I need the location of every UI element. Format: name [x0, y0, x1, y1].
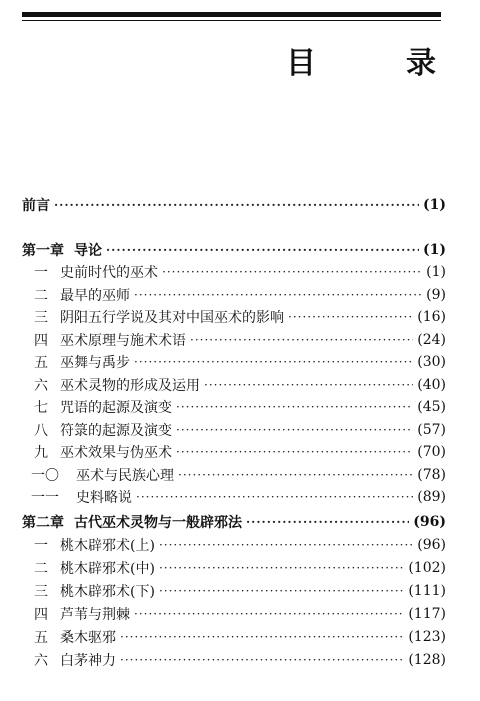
section-title: 符箓的起源及演变: [60, 422, 172, 439]
leader-dots: [134, 288, 422, 302]
toc-entry-section[interactable]: [22, 420, 446, 440]
toc-entry-section[interactable]: [22, 285, 446, 305]
entry-page: (40): [417, 376, 446, 393]
toc-entry-section[interactable]: [22, 307, 446, 327]
section-title: 咒语的起源及演变: [60, 400, 172, 416]
section-title: 芦苇与荆棘: [60, 607, 130, 623]
toc-entry-chapter-2[interactable]: [22, 512, 446, 532]
entry-page: (102): [408, 560, 446, 576]
leader-dots: [120, 630, 404, 644]
entry-page: (96): [417, 537, 446, 553]
toc-entry-section[interactable]: [22, 330, 446, 350]
entry-page: (16): [417, 309, 446, 325]
leader-dots: [176, 423, 413, 437]
toc-entry-section[interactable]: [22, 487, 446, 507]
toc-entry-chapter-1[interactable]: [22, 240, 446, 260]
toc-entry-section[interactable]: [22, 535, 446, 555]
section-title: 桃木辟邪术(下): [60, 584, 155, 600]
section-title: 阴阳五行学说及其对中国巫术的影响: [60, 310, 284, 326]
toc-entry-section[interactable]: [22, 650, 446, 670]
leader-dots: [134, 607, 404, 621]
section-title: 最早的巫师: [60, 287, 130, 304]
toc-entry-section[interactable]: [22, 465, 446, 485]
entry-page: (1): [426, 264, 446, 280]
entry-page: (128): [408, 652, 446, 668]
section-title: 巫术原理与施术术语: [60, 332, 186, 349]
title-char-2: 录: [406, 46, 436, 81]
section-title: 史料略说: [76, 490, 132, 506]
section-number: 六: [34, 653, 48, 669]
chapter-title: 古代巫术灵物与一般辟邪法: [74, 515, 242, 531]
entry-page: (96): [413, 514, 446, 530]
section-title: 桃木辟邪术(上): [60, 538, 155, 554]
toc-entry-section[interactable]: [22, 558, 446, 578]
chapter-title: 导论: [74, 243, 102, 259]
entry-page: (24): [417, 331, 446, 348]
toc-entry-section[interactable]: [22, 627, 446, 647]
leader-dots: [54, 198, 419, 212]
toc-entry-section[interactable]: [22, 397, 446, 417]
entry-page: (9): [426, 286, 446, 303]
leader-dots: [159, 584, 404, 598]
entry-label: 前言: [22, 198, 50, 214]
section-number: 四: [34, 607, 48, 623]
section-number: 五: [34, 630, 48, 646]
section-number: 五: [34, 355, 48, 371]
entry-page: (78): [417, 466, 446, 483]
section-title: 巫术效果与伪巫术: [60, 445, 172, 461]
leader-dots: [246, 515, 409, 529]
section-title: 桑木驱邪: [60, 630, 116, 646]
leader-dots: [120, 653, 404, 667]
section-title: 巫术与民族心理: [76, 467, 174, 484]
toc-entry-preface[interactable]: [22, 195, 446, 215]
section-number: 二: [34, 561, 48, 577]
section-number: 四: [34, 332, 48, 349]
leader-dots: [159, 538, 413, 552]
section-title: 巫舞与禹步: [60, 355, 130, 371]
entry-page: (30): [417, 354, 446, 370]
toc-entry-section[interactable]: [22, 442, 446, 462]
leader-dots: [106, 243, 419, 257]
leader-dots: [176, 445, 413, 459]
header-rule-thin: [22, 20, 441, 21]
section-number: 八: [34, 422, 48, 439]
section-title: 白茅神力: [60, 653, 116, 669]
title-char-1: 目: [286, 46, 316, 81]
section-number: 一: [34, 538, 48, 554]
leader-dots: [178, 468, 413, 482]
entry-page: (117): [408, 606, 446, 622]
leader-dots: [204, 378, 413, 392]
entry-page: (45): [417, 399, 446, 415]
section-number: 九: [34, 445, 48, 461]
leader-dots: [190, 333, 413, 347]
section-number: 七: [34, 400, 48, 416]
entry-page: (111): [408, 583, 446, 599]
chapter-number: 第二章: [22, 515, 64, 531]
section-number: 三: [34, 310, 48, 326]
section-title: 巫术灵物的形成及运用: [60, 377, 200, 394]
leader-dots: [136, 490, 413, 504]
leader-dots: [162, 265, 422, 279]
leader-dots: [176, 400, 413, 414]
leader-dots: [159, 561, 404, 575]
section-number: 一: [34, 265, 48, 281]
toc-entry-section[interactable]: [22, 352, 446, 372]
leader-dots: [134, 355, 413, 369]
section-title: 桃木辟邪术(中): [60, 561, 155, 577]
entry-page: (70): [417, 444, 446, 460]
entry-page: (57): [417, 421, 446, 438]
section-number: 一〇: [31, 467, 59, 484]
entry-page: (1): [423, 197, 446, 213]
toc-entry-section[interactable]: [22, 604, 446, 624]
section-number: 六: [34, 377, 48, 394]
entry-page: (89): [417, 489, 446, 505]
section-number: 二: [34, 287, 48, 304]
entry-page: (123): [408, 629, 446, 645]
toc-entry-section[interactable]: [22, 375, 446, 395]
header-rule-thick: [22, 12, 441, 17]
chapter-number: 第一章: [22, 243, 64, 259]
section-number: 三: [34, 584, 48, 600]
section-title: 史前时代的巫术: [60, 265, 158, 281]
entry-page: (1): [423, 242, 446, 258]
leader-dots: [288, 310, 413, 324]
toc-entry-section[interactable]: [22, 262, 446, 282]
section-number: 一一: [31, 490, 59, 506]
toc-entry-section[interactable]: [22, 581, 446, 601]
